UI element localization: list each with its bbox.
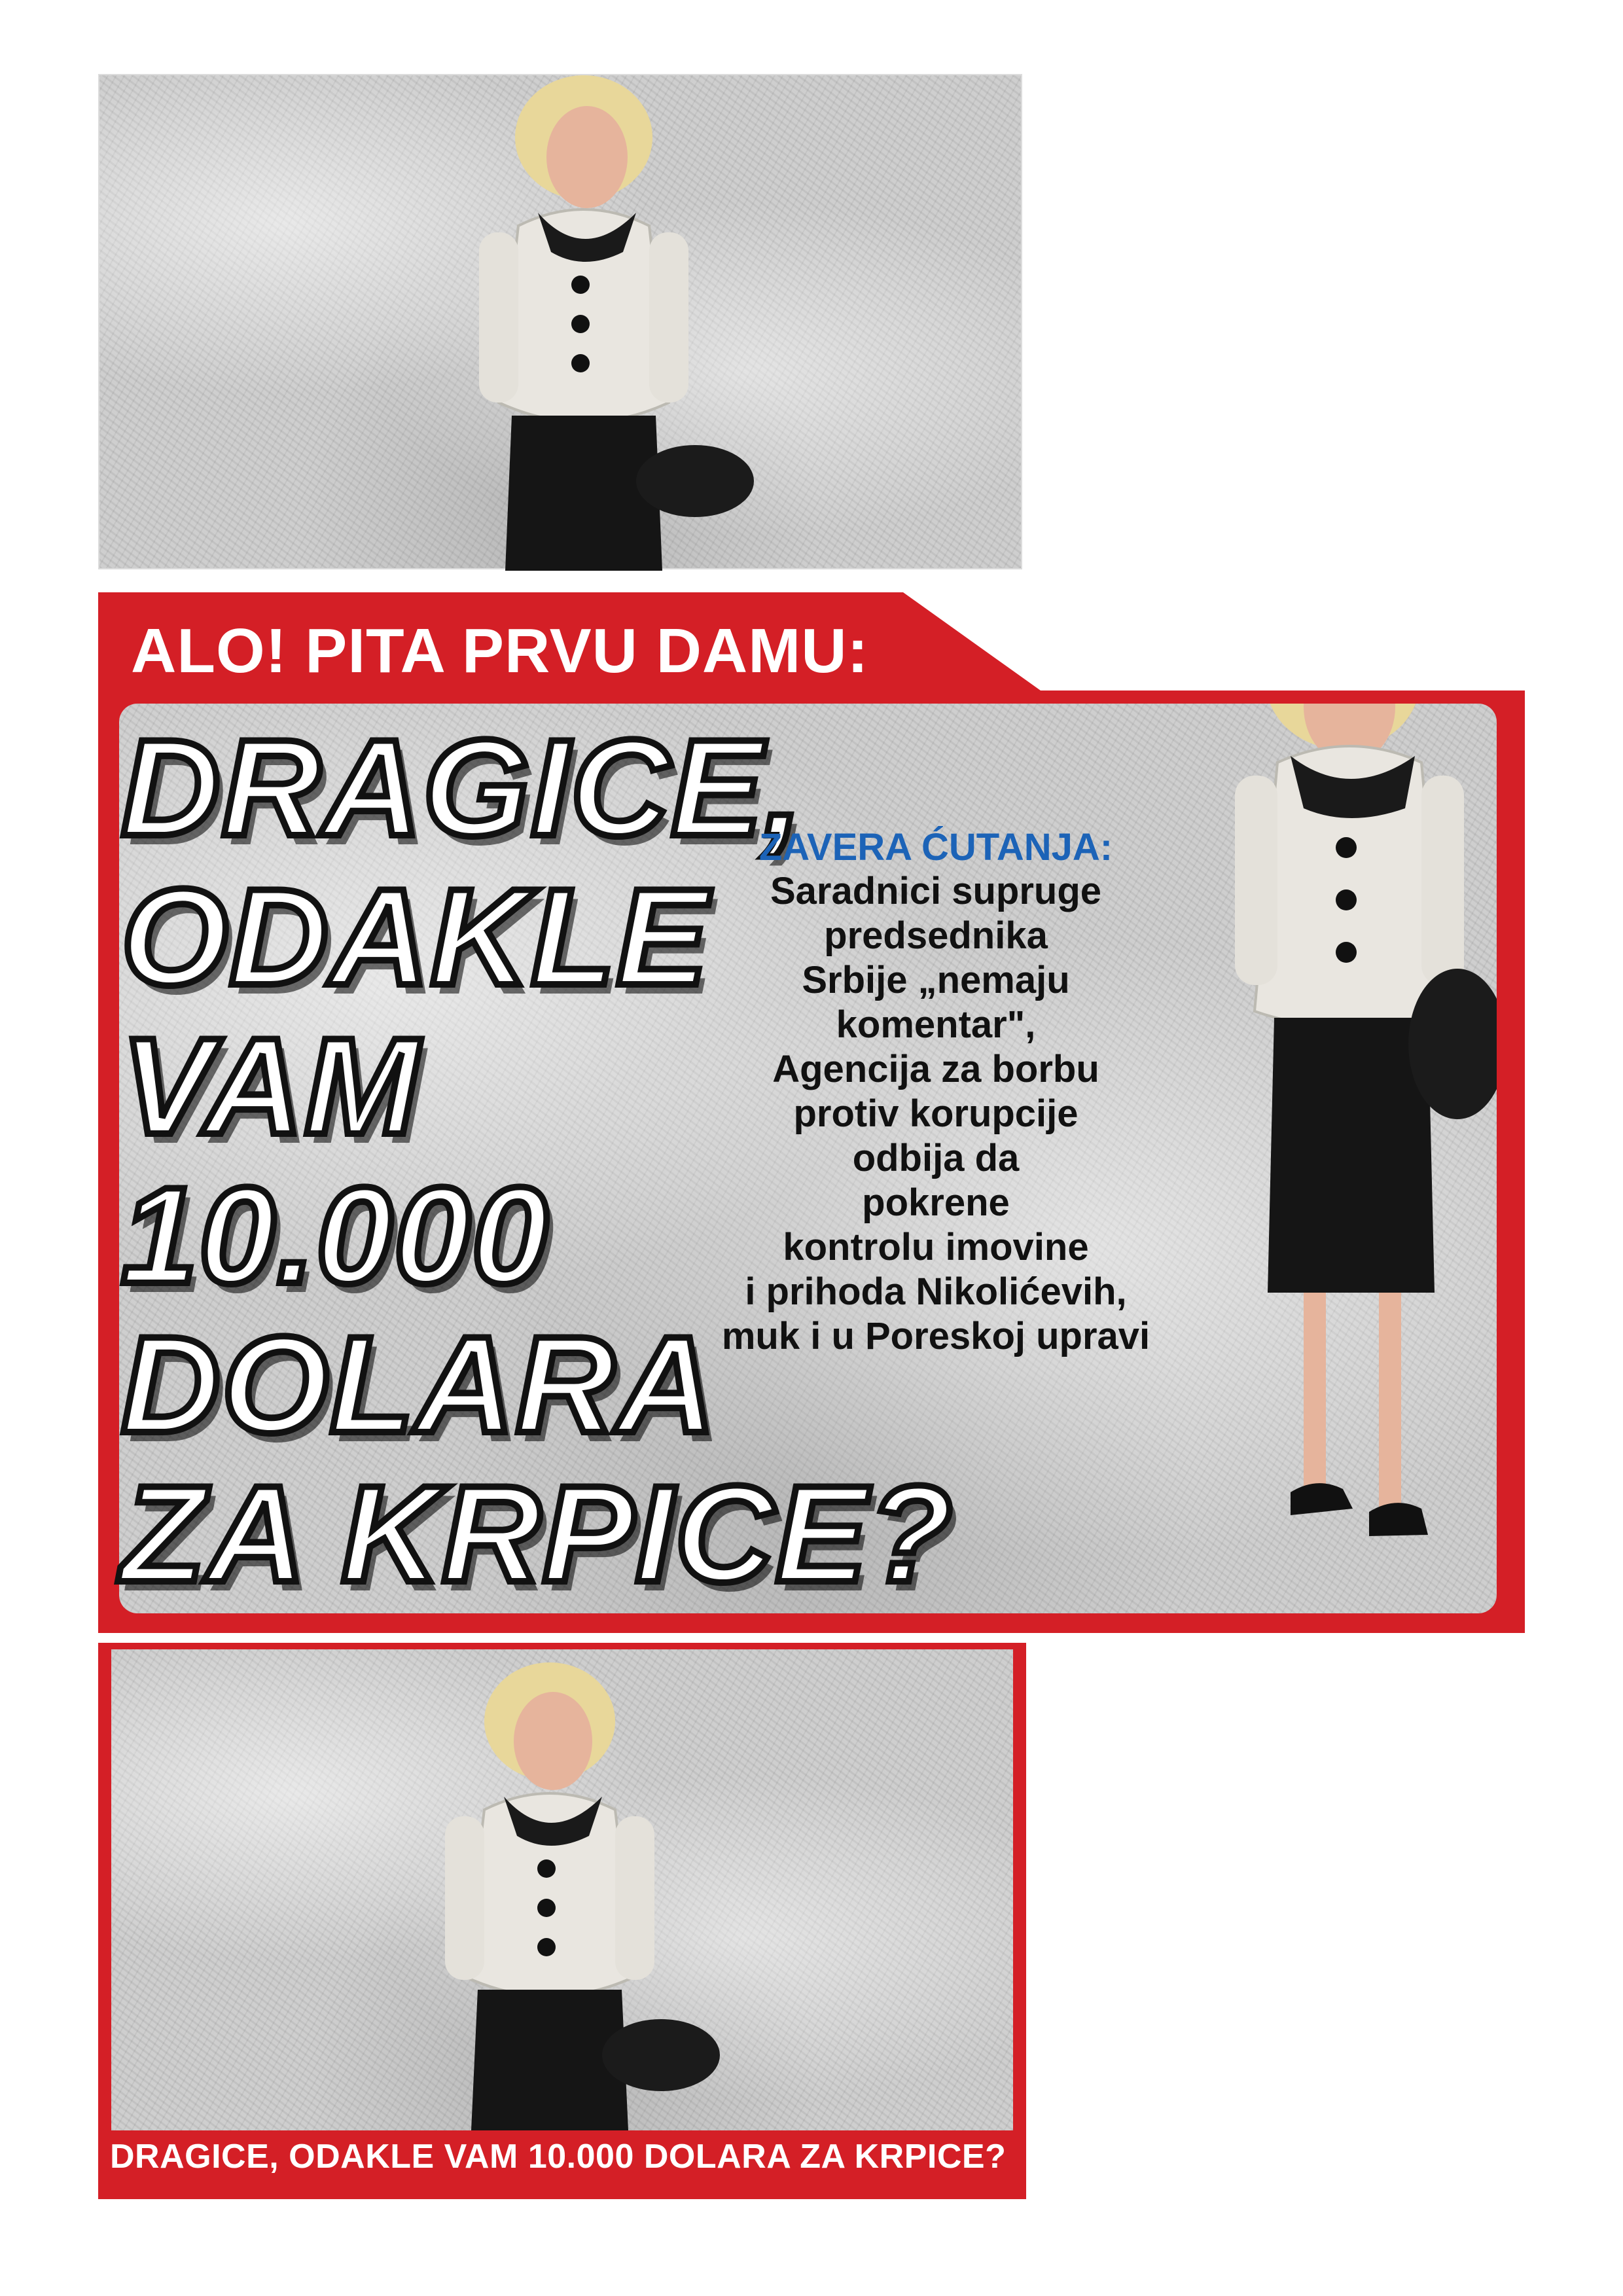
- headline-line: ODAKLE: [121, 860, 709, 1014]
- headline-line: DOLARA: [121, 1308, 717, 1462]
- subhead-line: predsednika: [824, 914, 1048, 957]
- subhead-line: pokrene: [862, 1181, 1010, 1224]
- bottom-panel: [98, 1643, 1026, 2199]
- headline-line: 10.000: [121, 1158, 550, 1312]
- bottom-caption: DRAGICE, ODAKLE VAM 10.000 DOLARA ZA KRPICE?: [110, 2138, 1007, 2176]
- woman-figure-icon: [111, 1649, 1013, 2130]
- headline-line: ZA KRPICE?: [121, 1457, 954, 1611]
- subhead-line: Agencija za borbu: [772, 1048, 1099, 1090]
- headline-line: VAM: [121, 1009, 421, 1163]
- subhead-line: protiv korupcije: [793, 1092, 1079, 1135]
- kicker-title: ALO! PITA PRVU DAMU:: [131, 616, 869, 686]
- subhead-line: muk i u Poreskoj upravi: [721, 1315, 1150, 1357]
- subhead-line: Saradnici supruge: [770, 870, 1102, 912]
- subhead-line: i prihoda Nikolićevih,: [745, 1270, 1127, 1313]
- subhead-label: ZAVERA ĆUTANJA:: [758, 826, 1113, 869]
- subhead-line: odbija da: [852, 1137, 1020, 1179]
- subhead-line: kontrolu imovine: [783, 1226, 1089, 1268]
- subhead: [707, 826, 1165, 1359]
- subhead-line: Srbije „nemaju: [802, 959, 1070, 1001]
- subhead-line: komentar",: [836, 1003, 1036, 1046]
- bottom-photo: [111, 1649, 1013, 2130]
- headline-line: DRAGICE,: [121, 711, 804, 865]
